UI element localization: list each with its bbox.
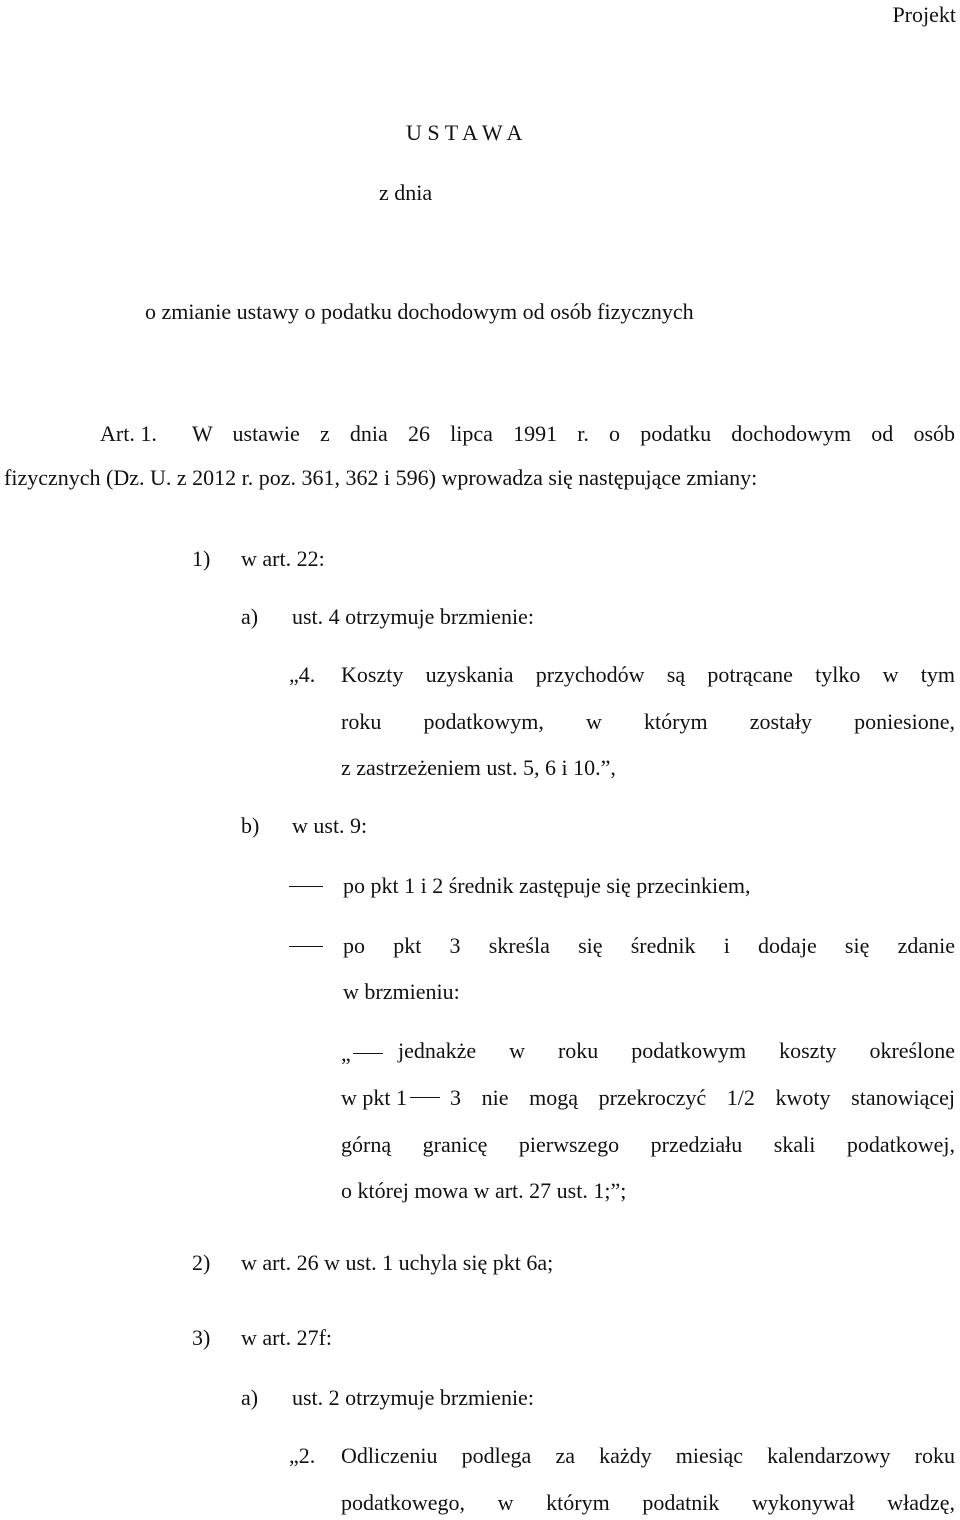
document-status-label: Projekt [892,2,956,27]
quote-line: górną granicę pierwszego przedziału skali podatkowej, [341,1132,955,1157]
article-intro-line1: W ustawie z dnia 26 lipca 1991 r. o podatku dochodowym od osób [192,421,955,446]
quote-opening: „4. [289,662,316,687]
document-date: z dnia [379,180,433,205]
article-intro-line2: fizycznych (Dz. U. z 2012 r. poz. 361, 362 i 596) wprowadza się następujące zmiany: [4,465,758,490]
point-number: 2) [192,1250,211,1275]
point-number: 3) [192,1325,211,1350]
document-title: U S T A W A [406,120,523,145]
point-text: w art. 22: [241,546,325,571]
dash-marker [289,946,323,947]
point-number: 1) [192,546,211,571]
letter-marker: a) [241,1385,259,1410]
point-text: w art. 27f: [241,1325,333,1350]
quote-line: Odliczeniu podlega za każdy miesiąc kalendarzowy roku [341,1443,955,1468]
dash-item-text: po pkt 1 i 2 średnik zastępuje się przecinkiem, [343,873,751,898]
letter-text: ust. 2 otrzymuje brzmienie: [292,1385,534,1410]
letter-text: ust. 4 otrzymuje brzmienie: [292,604,534,629]
dash-marker [410,1097,440,1098]
article-number: Art. 1. [100,421,157,446]
quote-line: roku podatkowym, w którym zostały poniesione, [341,709,955,734]
quote-line: z zastrzeżeniem ust. 5, 6 i 10.”, [341,755,616,780]
quote-opening: „ [341,1041,351,1066]
quote-line: 3 nie mogą przekroczyć 1/2 kwoty stanowiącej [450,1085,955,1110]
dash-marker [353,1053,383,1054]
quote-line: w pkt 1 [341,1085,407,1110]
quote-line: Koszty uzyskania przychodów są potrącane tylko w tym [341,662,955,687]
quote-line: jednakże w roku podatkowym koszty określone [398,1038,955,1063]
document-subject: o zmianie ustawy o podatku dochodowym od osób fizycznych [145,299,694,324]
letter-text: w ust. 9: [292,813,368,838]
dash-marker [289,886,323,887]
dash-item-text: w brzmieniu: [343,979,460,1004]
quote-opening: „2. [289,1443,316,1468]
letter-marker: a) [241,604,259,629]
quote-line: o której mowa w art. 27 ust. 1;”; [341,1178,627,1203]
letter-marker: b) [241,813,260,838]
point-text: w art. 26 w ust. 1 uchyla się pkt 6a; [241,1250,554,1275]
quote-line: podatkowego, w którym podatnik wykonywał władzę, [341,1490,955,1515]
dash-item-text: po pkt 3 skreśla się średnik i dodaje się zdanie [343,933,955,958]
